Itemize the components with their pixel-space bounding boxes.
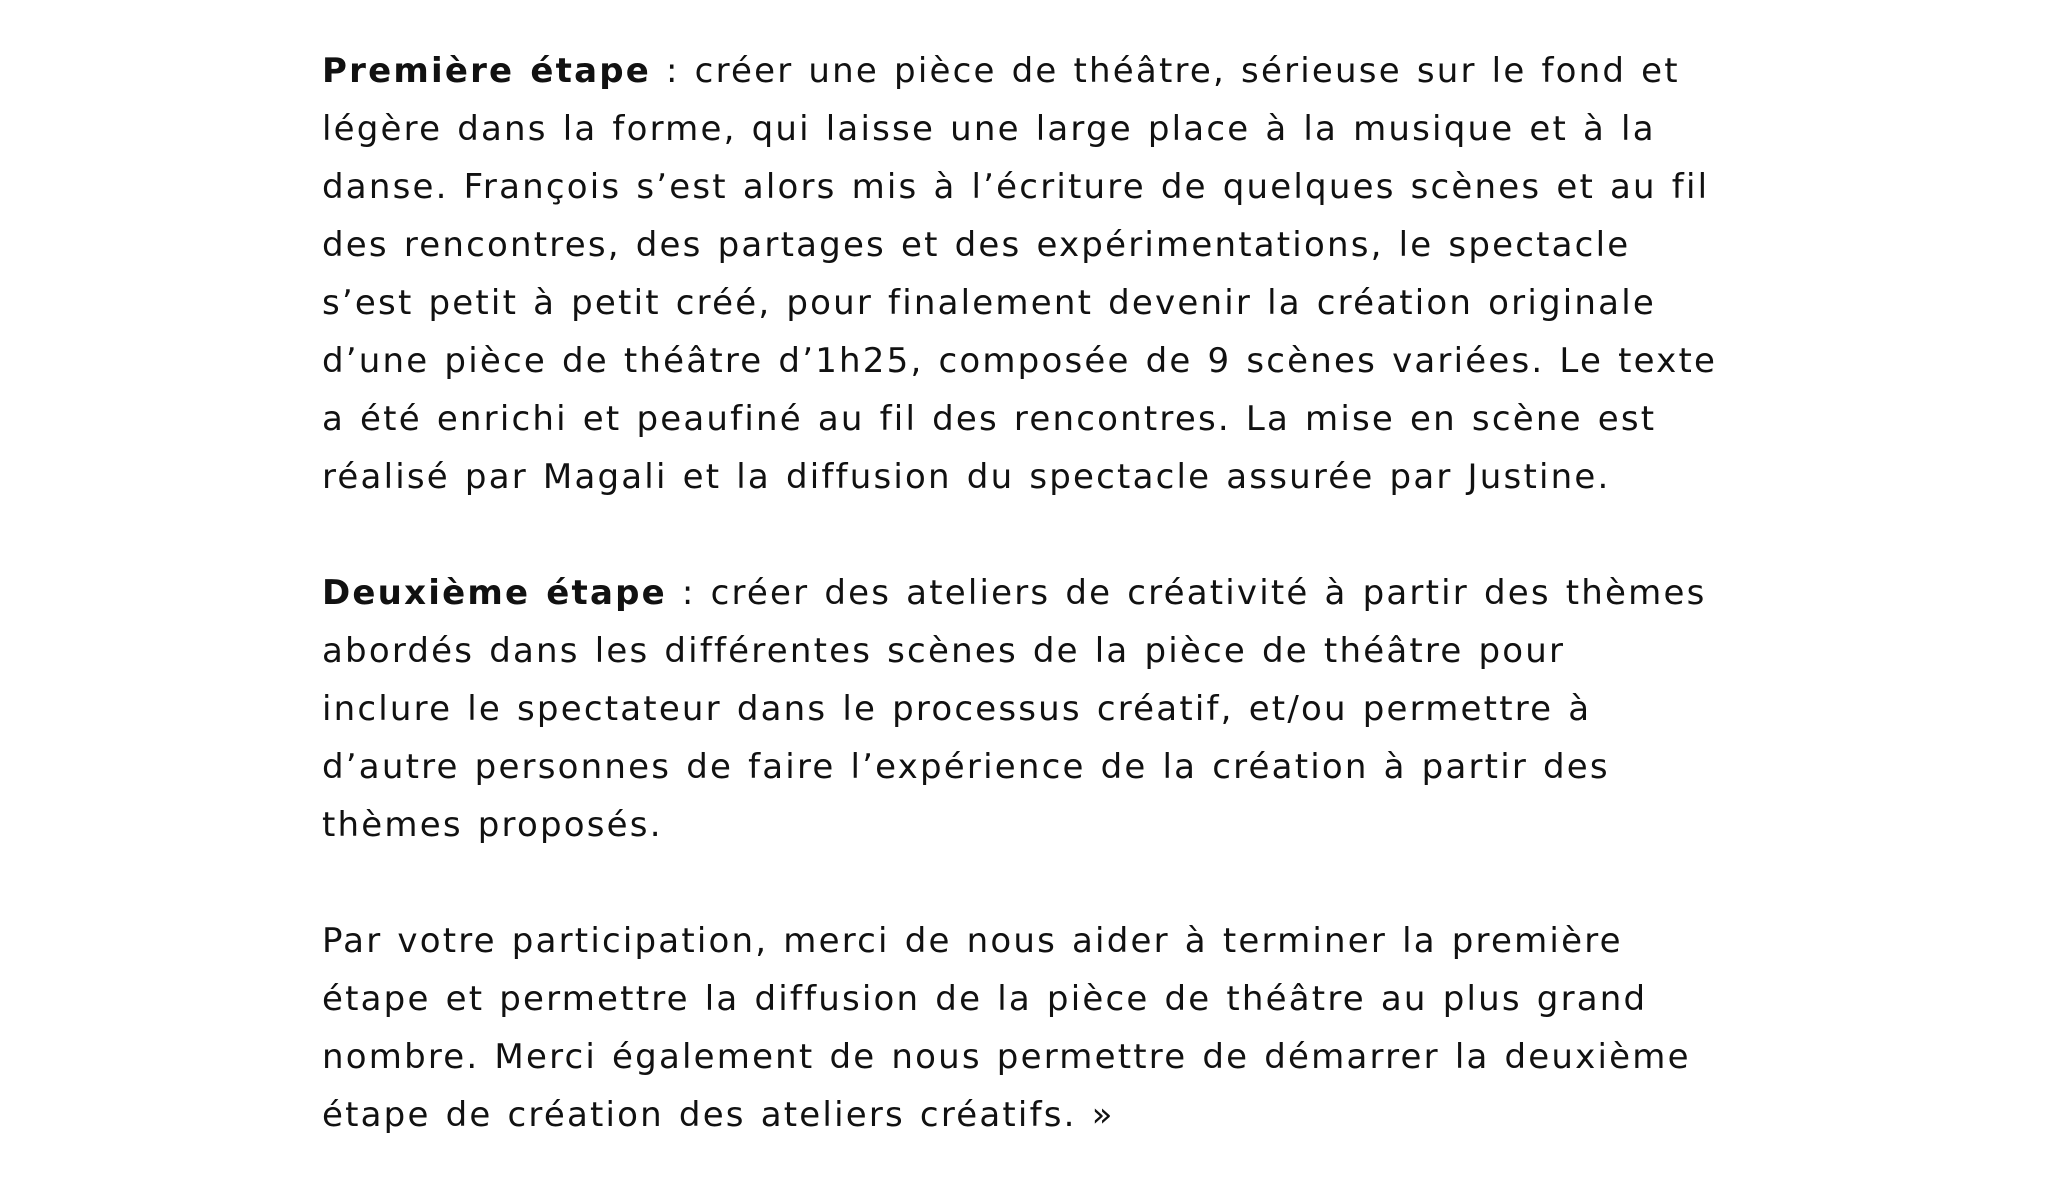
text-line: nombre. Merci également de nous permettre de démarrer la deuxième [322,1037,1691,1077]
text-line: des rencontres, des partages et des expérimentations, le spectacle [322,225,1631,265]
paragraph-participation [322,912,1742,1144]
text-line: Par votre participation, merci de nous aider à terminer la première [322,921,1623,961]
text-line: d’autre personnes de faire l’expérience de la création à partir des [322,747,1610,787]
first-step-heading: Première étape [322,51,652,91]
text-line: inclure le spectateur dans le processus créatif, et/ou permettre à [322,689,1592,729]
text-line: d’une pièce de théâtre d’1h25, composée de 9 scènes variées. Le texte [322,341,1718,381]
article-body [322,42,1742,1202]
text-line: légère dans la forme, qui laisse une large place à la musique et à la [322,109,1656,149]
text-line: a été enrichi et peaufiné au fil des rencontres. La mise en scène est [322,399,1657,439]
text-line: étape et permettre la diffusion de la pièce de théâtre au plus grand [322,979,1648,1019]
text-line: abordés dans les différentes scènes de la pièce de théâtre pour [322,631,1566,671]
text-line [322,564,1742,622]
paragraph-first-step [322,42,1742,506]
text-line: réalisé par Magali et la diffusion du spectacle assurée par Justine. [322,457,1611,497]
text-line: s’est petit à petit créé, pour finalement devenir la création originale [322,283,1656,323]
text-line: danse. François s’est alors mis à l’écriture de quelques scènes et au fil [322,167,1710,207]
text-line-content: : créer une pièce de théâtre, sérieuse sur le fond et [651,51,1680,91]
text-line: étape de création des ateliers créatifs. » [322,1095,1115,1135]
paragraph-second-step [322,564,1742,854]
second-step-heading: Deuxième étape [322,573,667,613]
text-line [322,42,1742,100]
text-line: thèmes proposés. [322,805,663,845]
text-line-content: : créer des ateliers de créativité à partir des thèmes [666,573,1707,613]
